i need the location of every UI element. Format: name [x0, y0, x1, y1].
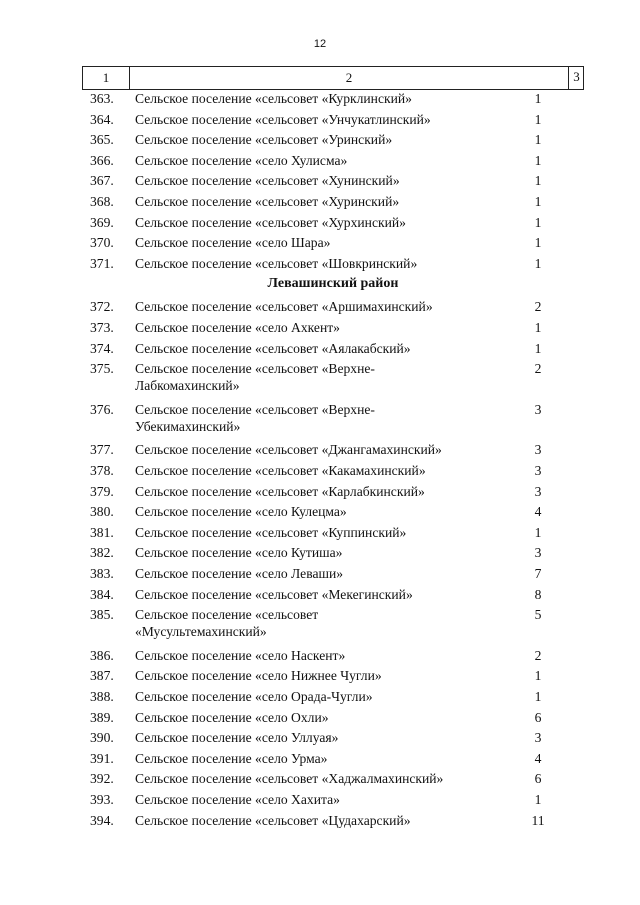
row-name-line: Сельское поселение «село Кутиша»	[135, 545, 343, 561]
row-value: 4	[534, 750, 542, 766]
row-number: 372.	[90, 299, 114, 315]
row-value: 3	[534, 401, 542, 417]
row-name	[135, 90, 505, 107]
row-number: 382.	[90, 545, 114, 561]
row-name	[135, 770, 505, 787]
row-name-line: «Мусультемахинский»	[135, 624, 267, 640]
row-value: 6	[534, 709, 542, 725]
row-name	[135, 667, 505, 684]
row-name-line: Сельское поселение «сельсовет «Уринский»	[135, 132, 393, 148]
row-name	[135, 360, 505, 394]
row-name	[135, 401, 505, 435]
row-name	[135, 298, 505, 315]
row-name	[135, 152, 505, 169]
row-name-line: Сельское поселение «сельсовет «Курклинский»	[135, 91, 412, 106]
row-number: 383.	[90, 566, 114, 581]
row-number: 381.	[90, 524, 114, 540]
row-name-line: Сельское поселение «село Кулецма»	[135, 504, 347, 520]
row-number: 368.	[90, 194, 114, 209]
row-name-line: Сельское поселение «сельсовет «Аялакабский»	[135, 340, 411, 356]
row-value: 3	[534, 442, 542, 458]
row-number: 384.	[90, 586, 114, 602]
column-header-1: 1	[82, 67, 130, 89]
row-value: 1	[534, 194, 542, 209]
row-number: 367.	[90, 173, 114, 189]
row-value: 1	[534, 340, 542, 356]
row-name	[135, 524, 505, 541]
row-name-line: Сельское поселение «село Наскент»	[135, 647, 346, 663]
row-number: 366.	[90, 152, 114, 168]
row-name-line: Сельское поселение «село Урма»	[135, 750, 328, 766]
row-name-line: Сельское поселение «сельсовет	[135, 607, 319, 623]
row-value: 3	[534, 483, 542, 499]
row-name-line: Сельское поселение «село Хулисма»	[135, 152, 348, 168]
row-name-line: Сельское поселение «сельсовет «Хунинский»	[135, 173, 400, 189]
row-value: 1	[534, 235, 542, 251]
row-number: 364.	[90, 111, 114, 127]
row-name-line: Сельское поселение «сельсовет «Цудахарский»	[135, 812, 411, 828]
row-number: 373.	[90, 320, 114, 335]
row-number: 390.	[90, 730, 114, 746]
row-name	[135, 340, 505, 357]
row-value: 8	[534, 586, 542, 602]
row-name	[135, 565, 505, 582]
row-number: 363.	[90, 91, 114, 106]
row-number: 376.	[90, 401, 114, 417]
row-name-line: Сельское поселение «сельсовет «Карлабкинский»	[135, 483, 425, 499]
row-number: 365.	[90, 132, 114, 148]
row-value: 1	[534, 152, 542, 168]
row-number: 385.	[90, 607, 114, 623]
row-value: 6	[534, 771, 542, 787]
row-number: 391.	[90, 750, 114, 766]
row-name-line: Сельское поселение «село Леваши»	[135, 566, 344, 581]
row-name	[135, 214, 505, 231]
row-name-line: Сельское поселение «село Орада-Чугли»	[135, 689, 373, 704]
row-number: 389.	[90, 709, 114, 725]
row-value: 1	[534, 111, 542, 127]
row-name	[135, 193, 505, 210]
row-number: 379.	[90, 483, 114, 499]
row-name	[135, 503, 505, 520]
column-header-2: 2	[130, 67, 569, 89]
row-number: 371.	[90, 255, 114, 271]
row-name-line: Сельское поселение «село Уллуая»	[135, 730, 339, 746]
row-name	[135, 750, 505, 767]
row-number: 380.	[90, 504, 114, 520]
row-name	[135, 255, 505, 272]
row-value: 1	[534, 214, 542, 230]
row-number: 393.	[90, 792, 114, 807]
row-name	[135, 319, 505, 336]
row-value: 2	[534, 361, 542, 377]
row-name	[135, 462, 505, 479]
row-number: 375.	[90, 361, 114, 377]
row-number: 369.	[90, 214, 114, 230]
row-value: 1	[534, 668, 542, 684]
row-name	[135, 483, 505, 500]
row-name-line: Сельское поселение «село Хахита»	[135, 792, 340, 807]
row-value: 1	[534, 91, 542, 106]
row-name	[135, 791, 505, 808]
row-name	[135, 709, 505, 726]
row-value: 1	[534, 173, 542, 189]
row-number: 370.	[90, 235, 114, 251]
row-name	[135, 172, 505, 189]
row-name-line: Сельское поселение «сельсовет «Хуринский»	[135, 194, 400, 209]
row-name	[135, 131, 505, 148]
row-number: 394.	[90, 812, 114, 828]
row-name-line: Сельское поселение «сельсовет «Хаджалмахинский»	[135, 771, 444, 787]
row-name	[135, 606, 505, 640]
district-heading: Левашинский район	[267, 276, 399, 292]
row-value: 11	[531, 812, 545, 828]
row-number: 377.	[90, 442, 114, 458]
row-name-line: Убекимахинский»	[135, 418, 241, 434]
row-name	[135, 647, 505, 664]
row-name	[135, 234, 505, 251]
row-name	[135, 688, 505, 705]
row-name	[135, 441, 505, 458]
row-number: 388.	[90, 689, 114, 704]
row-name-line: Сельское поселение «село Охли»	[135, 709, 329, 725]
row-name-line: Сельское поселение «сельсовет «Верхне-	[135, 401, 375, 417]
row-name	[135, 111, 505, 128]
row-value: 1	[534, 792, 542, 807]
row-value: 5	[534, 607, 542, 623]
row-name-line: Лабкомахинский»	[135, 378, 240, 394]
row-name-line: Сельское поселение «сельсовет «Мекегинский»	[135, 586, 413, 602]
row-value: 3	[534, 730, 542, 746]
row-name-line: Сельское поселение «сельсовет «Какамахинский»	[135, 463, 426, 478]
row-value: 3	[534, 463, 542, 478]
row-name	[135, 586, 505, 603]
row-value: 7	[534, 566, 542, 581]
row-number: 387.	[90, 668, 114, 684]
row-value: 4	[534, 504, 542, 520]
row-name	[135, 544, 505, 561]
row-name-line: Сельское поселение «сельсовет «Шовкринский»	[135, 255, 418, 271]
row-name-line: Сельское поселение «сельсовет «Хурхинский»	[135, 214, 406, 230]
row-name-line: Сельское поселение «село Нижнее Чугли»	[135, 668, 382, 684]
row-value: 2	[534, 647, 542, 663]
row-value: 1	[534, 524, 542, 540]
row-value: 1	[534, 689, 542, 704]
row-name	[135, 729, 505, 746]
row-name-line: Сельское поселение «сельсовет «Джангамахинский»	[135, 442, 442, 458]
column-header-3-label: 3	[573, 69, 580, 84]
row-name-line: Сельское поселение «село Ахкент»	[135, 320, 340, 335]
row-value: 3	[534, 545, 542, 561]
row-value: 1	[534, 132, 542, 148]
row-name-line: Сельское поселение «сельсовет «Аршимахинский»	[135, 299, 433, 315]
row-number: 386.	[90, 647, 114, 663]
row-number: 378.	[90, 463, 114, 478]
row-value: 1	[534, 255, 542, 271]
row-value: 1	[534, 320, 542, 335]
row-name-line: Сельское поселение «сельсовет «Верхне-	[135, 361, 375, 377]
row-name	[135, 812, 505, 829]
page-number: 12	[313, 38, 327, 50]
row-name-line: Сельское поселение «сельсовет «Унчукатлинский»	[135, 111, 431, 127]
row-value: 2	[534, 299, 542, 315]
row-name-line: Сельское поселение «село Шара»	[135, 235, 331, 251]
row-number: 374.	[90, 340, 114, 356]
table-header	[82, 66, 584, 90]
row-number: 392.	[90, 771, 114, 787]
row-name-line: Сельское поселение «сельсовет «Куппинский»	[135, 524, 407, 540]
